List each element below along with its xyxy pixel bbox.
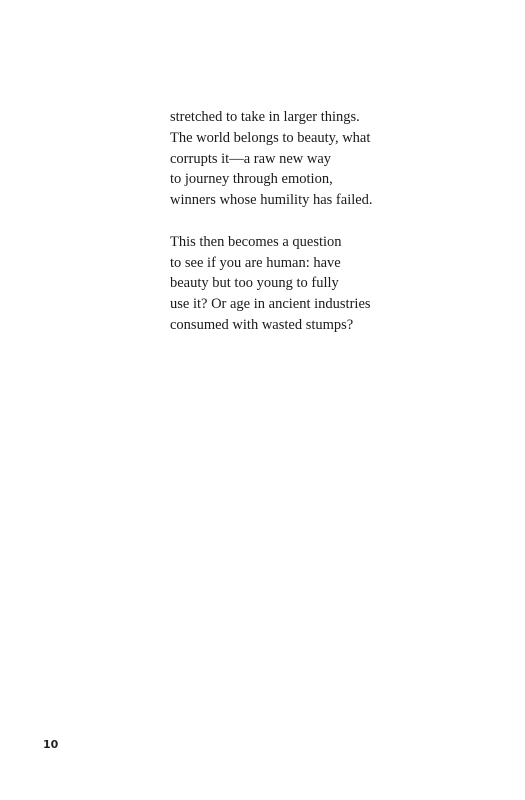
poem-line: to journey through emotion, [170,171,333,188]
page-number: 10 [43,738,59,751]
poem-line: corrupts it—a raw new way [170,150,332,167]
poem-line: to see if you are human: have [170,254,341,271]
poem-text [170,107,500,357]
poem-line: consumed with wasted stumps? [170,316,354,333]
poem-line: stretched to take in larger things. [170,109,360,125]
poem-line: beauty but too young to fully [170,275,339,292]
poem-line: winners whose humility has failed. [170,192,373,209]
stanza-2 [170,232,500,336]
poem-line: The world belongs to beauty, what [170,129,371,146]
poem-line: use it? Or age in ancient industries [170,296,371,313]
stanza-1 [170,107,500,211]
poem-line: This then becomes a question [170,233,342,250]
